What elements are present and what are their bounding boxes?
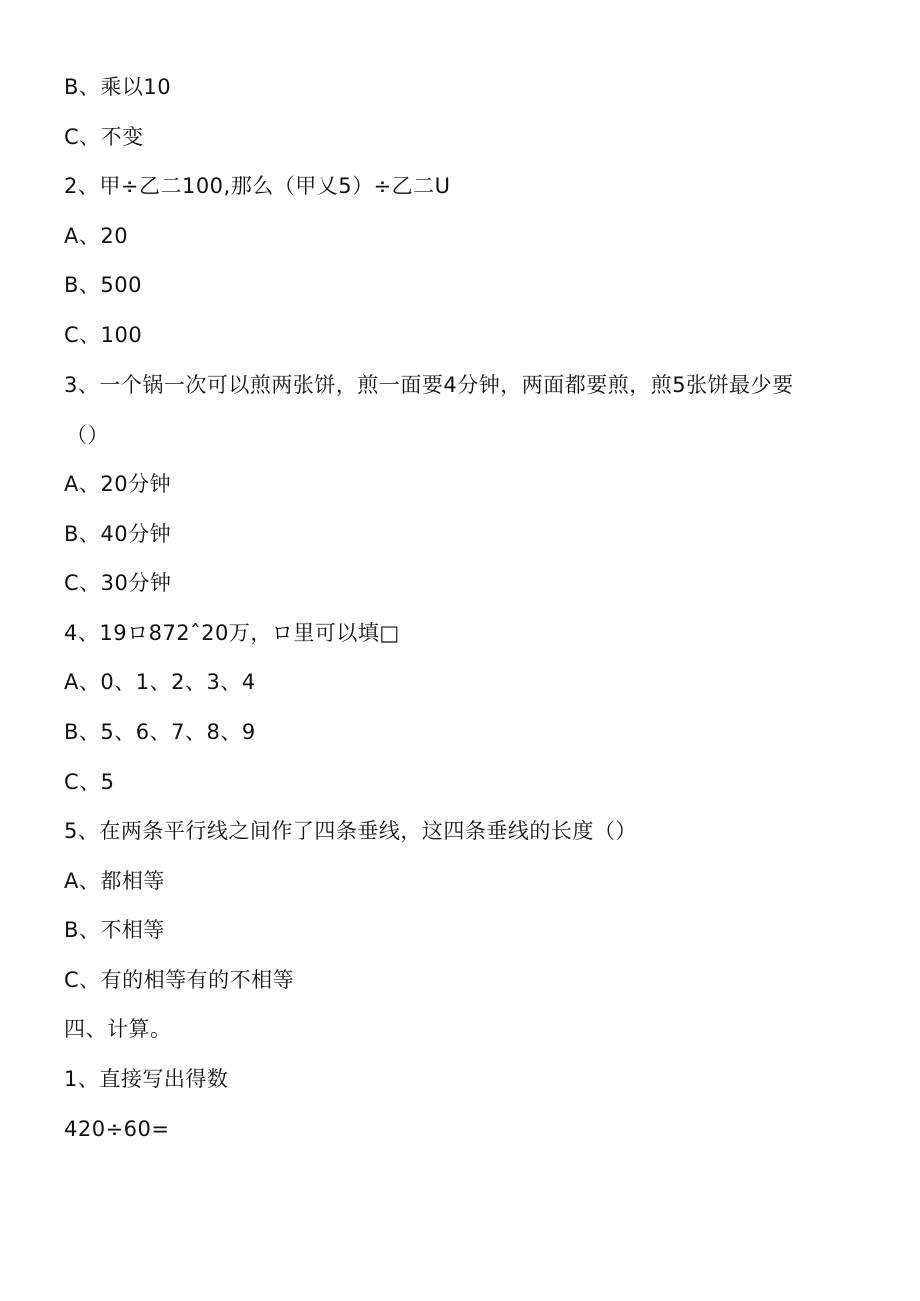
option-b-multiply-10: B、乘以10 [64, 75, 172, 99]
q2-option-c: C、100 [64, 323, 143, 347]
q2-option-b: B、500 [64, 273, 142, 297]
q4-option-b: B、5、6、7、8、9 [64, 720, 256, 744]
question-3: 3、一个锅一次可以煎两张饼，煎一面要4分钟，两面都要煎，煎5张饼最少要 [64, 373, 794, 397]
question-4: 4、19ロ872ˆ20万，ロ里可以填□ [64, 621, 400, 645]
section-4-heading: 四、计算。 [64, 1017, 172, 1041]
q3-option-b: B、40分钟 [64, 522, 172, 546]
option-c-unchanged: C、不变 [64, 125, 144, 149]
q4-option-a: A、0、1、2、3、4 [64, 670, 256, 694]
question-3-blank: （） [66, 423, 109, 447]
q3-option-c: C、30分钟 [64, 571, 172, 595]
question-5: 5、在两条平行线之间作了四条垂线，这四条垂线的长度（） [64, 819, 637, 843]
q3-option-a: A、20分钟 [64, 472, 172, 496]
q5-option-c: C、有的相等有的不相等 [64, 968, 295, 992]
q5-option-b: B、不相等 [64, 918, 165, 942]
q4-option-c: C、5 [64, 770, 115, 794]
q5-option-a: A、都相等 [64, 869, 165, 893]
calc-part-1-heading: 1、直接写出得数 [64, 1067, 229, 1091]
question-2: 2、甲÷乙二100,那么（甲乂5）÷乙二U [64, 174, 451, 198]
q2-option-a: A、20 [64, 224, 129, 248]
calc-item-1: 420÷60= [64, 1117, 170, 1141]
